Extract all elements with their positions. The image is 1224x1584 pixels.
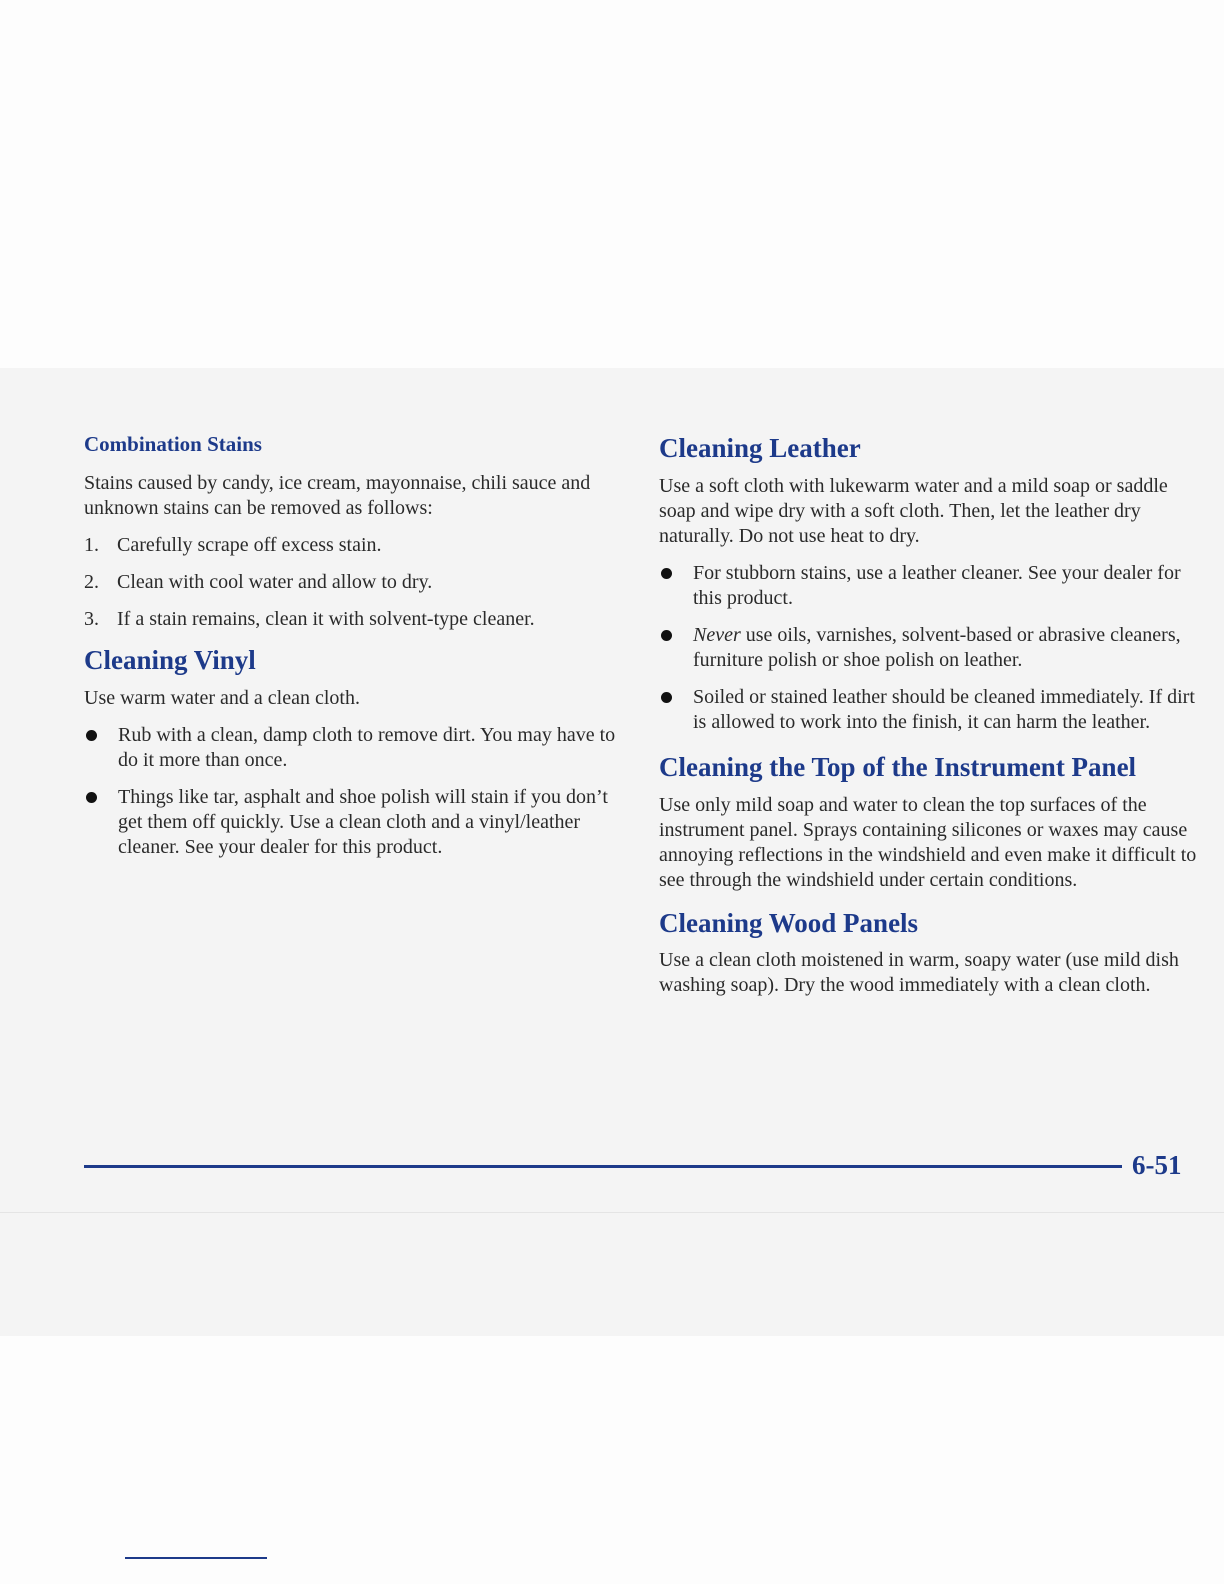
list-item bbox=[659, 685, 1199, 735]
list-item bbox=[84, 607, 624, 632]
leather-bullet-list bbox=[659, 561, 1199, 735]
bullet-icon bbox=[84, 723, 118, 773]
bullet-icon bbox=[659, 685, 693, 735]
bullet-text: Soiled or stained leather should be cleaned immediately. If dirt is allowed to work into the finish, it can harm the leather. bbox=[693, 685, 1195, 733]
list-item bbox=[84, 785, 624, 860]
bottom-rule bbox=[125, 1557, 267, 1559]
step-text: If a stain remains, clean it with solvent-type cleaner. bbox=[117, 608, 535, 631]
list-item bbox=[84, 723, 624, 773]
bullet-text: For stubborn stains, use a leather cleaner. See your dealer for this product. bbox=[693, 561, 1181, 609]
vinyl-bullet-list bbox=[84, 723, 624, 860]
cleaning-vinyl-heading: Cleaning Vinyl bbox=[84, 645, 256, 676]
list-item bbox=[84, 533, 624, 558]
step-number: 3. bbox=[84, 608, 99, 631]
bullet-text-rest: use oils, varnishes, solvent-based or abrasive cleaners, furniture polish or shoe polish on leather. bbox=[693, 623, 1181, 671]
bullet-icon bbox=[84, 785, 118, 860]
wood-panels-heading: Cleaning Wood Panels bbox=[659, 907, 919, 938]
stain-steps-list bbox=[84, 533, 624, 632]
step-number: 1. bbox=[84, 534, 99, 557]
never-emphasis: Never bbox=[693, 623, 741, 646]
bullet-icon bbox=[659, 561, 693, 611]
footer-rule bbox=[84, 1165, 1122, 1168]
right-column bbox=[659, 432, 1199, 1010]
bullet-text bbox=[693, 623, 1199, 673]
bullet-icon bbox=[659, 623, 693, 673]
page-number: 6-51 bbox=[1132, 1150, 1182, 1180]
combination-stains-intro: Stains caused by candy, ice cream, mayonnaise, chili sauce and unknown stains can be removed as follows: bbox=[84, 472, 591, 520]
combination-stains-heading: Combination Stains bbox=[84, 432, 262, 456]
step-text: Carefully scrape off excess stain. bbox=[117, 534, 382, 557]
wood-panels-body: Use a clean cloth moistened in warm, soapy water (use mild dish washing soap). Dry the wood immediately with a clean cloth. bbox=[659, 949, 1179, 997]
list-item bbox=[659, 623, 1199, 673]
list-item bbox=[84, 570, 624, 595]
step-text: Clean with cool water and allow to dry. bbox=[117, 571, 433, 594]
instrument-panel-heading: Cleaning the Top of the Instrument Panel bbox=[659, 751, 1137, 782]
cleaning-leather-intro: Use a soft cloth with lukewarm water and a mild soap or saddle soap and wipe dry with a soft cloth. Then, let the leather dry naturally. Do not use heat to dry. bbox=[659, 474, 1168, 547]
cleaning-vinyl-intro: Use warm water and a clean cloth. bbox=[84, 686, 360, 709]
left-column bbox=[84, 432, 624, 876]
list-item bbox=[659, 561, 1199, 611]
step-number: 2. bbox=[84, 571, 99, 594]
divider bbox=[0, 1212, 1224, 1213]
bullet-text: Rub with a clean, damp cloth to remove dirt. You may have to do it more than once. bbox=[118, 723, 616, 771]
bullet-text: Things like tar, asphalt and shoe polish will stain if you don’t get them off quickly. Use a clean cloth and a vinyl/leather cleaner. See your dealer for this product. bbox=[118, 785, 608, 858]
cleaning-leather-heading: Cleaning Leather bbox=[659, 433, 861, 463]
instrument-panel-body: Use only mild soap and water to clean the top surfaces of the instrument panel. Sprays containing silicones or waxes may cause annoying reflections in the windshield and even make it difficult to see through the windshield under certain conditions. bbox=[659, 793, 1197, 891]
